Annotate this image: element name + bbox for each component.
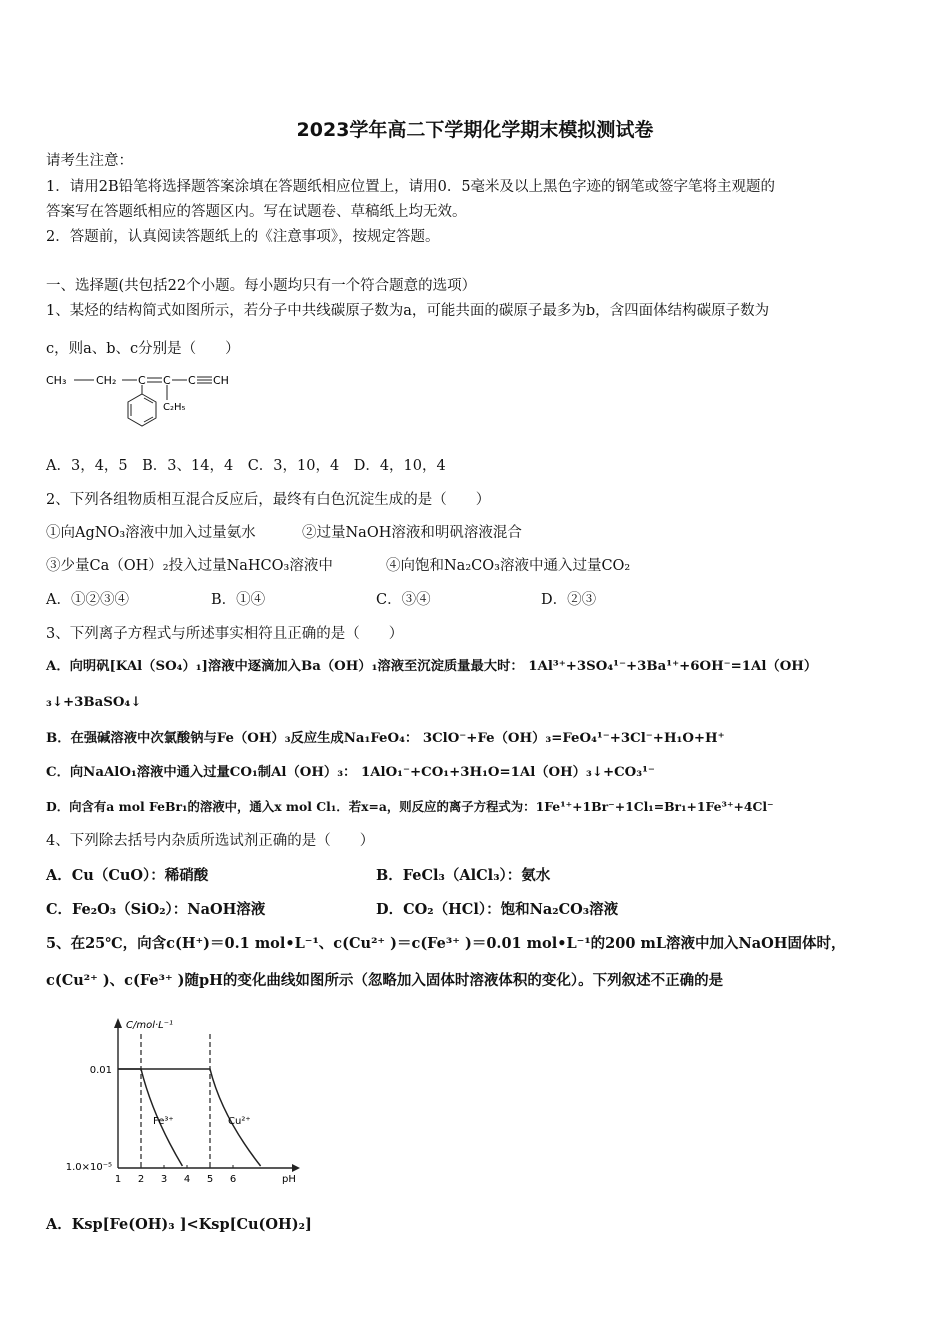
q4-option-b: B．FeCl₃（AlCl₃）：氨水 [376, 867, 551, 884]
chart-x-tick-label: 4 [183, 1174, 191, 1185]
chart-y-axis-arrow [114, 1018, 122, 1028]
q4-option-d: D．CO₂（HCl）：饱和Na₂CO₃溶液 [376, 901, 619, 918]
ch2-label: CH₂ [96, 374, 117, 387]
q4-stem: 4、下列除去括号内杂质所选试剂正确的是（ ） [46, 833, 375, 849]
q3-option-a-line1: A．向明矾[KAl（SO₄）₁]溶液中逐滴加入Ba（OH）₁溶液至沉淀质量最大时： 1Al³⁺+3SO₄¹⁻+3Ba¹⁺+6OH⁻=1Al（OH） [46, 659, 818, 674]
q1-stem-a: 1、某烃的结构简式如图所示，若分子中共线碳原子数为a，可能共面的碳原子最多为b，含四面体结构碳原子数为 [46, 303, 770, 319]
chart-x-tick-label: 1 [114, 1174, 122, 1185]
chart-y-axis-label: C/mol·L⁻¹ [126, 1020, 174, 1031]
notice-item-1a: 1．请用2B铅笔将选择题答案涂填在答题纸相应位置上，请用0．5毫米及以上黑色字迹的钢笔或签字笔将主观题的 [46, 179, 776, 195]
chart-x-tick-label: 5 [206, 1174, 214, 1185]
ch3-label: CH₃ [46, 374, 67, 387]
ch-label: CH [213, 374, 229, 387]
q1-stem-b: c，则a、b、c分别是（ ） [46, 341, 240, 357]
c3-label: C [188, 374, 196, 387]
q3-option-d: D．向含有a mol FeBr₁的溶液中，通入x mol Cl₁．若x=a，则反应的离子方程式为：1Fe¹⁺+1Br⁻+1Cl₁=Br₁+1Fe³⁺+4Cl⁻ [46, 799, 774, 814]
c2h5-label: C₂H₅ [163, 402, 186, 413]
q1-options: A．3，4，5 B．3、14，4 C．3，10，4 D．4，10，4 [46, 458, 446, 474]
q2-option-d: D．②③ [541, 592, 597, 608]
q3-option-b: B．在强碱溶液中次氯酸钠与Fe（OH）₃反应生成Na₁FeO₄： 3ClO⁻+Fe（OH）₃=FeO₄¹⁻+3Cl⁻+H₁O+H⁺ [46, 731, 725, 746]
q5-stem-a: 5、在25℃，向含c(H⁺)＝0.1 mol•L⁻¹、c(Cu²⁺ )＝c(Fe³⁺ )＝0.01 mol•L⁻¹的200 mL溶液中加入NaOH固体时， [46, 935, 846, 952]
q2-item-4: ④向饱和Na₂CO₃溶液中通入过量CO₂ [386, 558, 631, 574]
q2-option-a: A．①②③④ [46, 592, 129, 608]
q2-stem: 2、下列各组物质相互混合反应后，最终有白色沉淀生成的是（ ） [46, 492, 491, 508]
page-title: 2023学年高二下学期化学期末模拟测试卷 [296, 119, 654, 141]
notice-item-2: 2．答题前，认真阅读答题纸上的《注意事项》，按规定答题。 [46, 229, 440, 245]
q4-option-a: A．Cu（CuO）：稀硝酸 [46, 867, 209, 884]
q5-ph-chart [52, 1012, 302, 1187]
chart-x-tick-label: 3 [160, 1174, 168, 1185]
q5-stem-b: c(Cu²⁺ )、c(Fe³⁺ )随pH的变化曲线如图所示（忽略加入固体时溶液体积的变化）。下列叙述不正确的是 [46, 972, 724, 989]
chart-x-axis-label: pH [282, 1174, 296, 1185]
c2-label: C [163, 374, 171, 387]
benzene-ring [128, 394, 156, 426]
q2-item-1: ①向AgNO₃溶液中加入过量氨水 [46, 525, 256, 541]
q2-option-b: B．①④ [211, 592, 266, 608]
q1-structure-diagram [44, 368, 254, 440]
chart-x-tick-label: 2 [137, 1174, 145, 1185]
q4-option-c: C．Fe₂O₃（SiO₂）：NaOH溶液 [46, 901, 266, 918]
chart-y-tick-label: 0.01 [89, 1065, 112, 1076]
chart-plot-area [66, 1018, 300, 1185]
notice-item-1b: 答案写在答题纸相应的答题区内。写在试题卷、草稿纸上均无效。 [46, 204, 467, 220]
q3-stem: 3、下列离子方程式与所述事实相符且正确的是（ ） [46, 626, 404, 642]
c1-label: C [138, 374, 146, 387]
q2-options [46, 590, 596, 610]
q2-item-2: ②过量NaOH溶液和明矾溶液混合 [302, 525, 522, 541]
chart-x-tick-label: 6 [229, 1174, 237, 1185]
q5-option-a: A．Ksp[Fe(OH)₃ ]<Ksp[Cu(OH)₂] [46, 1216, 312, 1233]
q2-option-c: C．③④ [376, 592, 431, 608]
q2-items-row2 [46, 556, 630, 576]
notice-heading: 请考生注意： [46, 153, 133, 169]
q3-option-a-line2: ₃↓+3BaSO₄↓ [46, 695, 142, 710]
chart-series-label-fe3: Fe³⁺ [153, 1116, 174, 1127]
q4-options-row2 [46, 900, 618, 920]
q3-option-c: C．向NaAlO₁溶液中通入过量CO₁制Al（OH）₃： 1AlO₁⁻+CO₁+3H₁O=1Al（OH）₃↓+CO₃¹⁻ [46, 765, 655, 780]
section-heading: 一、选择题(共包括22个小题。每小题均只有一个符合题意的选项） [46, 278, 477, 294]
q2-items-row1 [46, 523, 522, 543]
chart-x-axis-arrow [292, 1164, 300, 1172]
q2-item-3: ③少量Ca（OH）₂投入过量NaHCO₃溶液中 [46, 558, 333, 574]
chart-series-label-cu2: Cu²⁺ [228, 1116, 251, 1127]
q4-options-row1 [46, 866, 550, 886]
chart-y-tick-label: 1.0×10⁻⁵ [65, 1162, 112, 1173]
